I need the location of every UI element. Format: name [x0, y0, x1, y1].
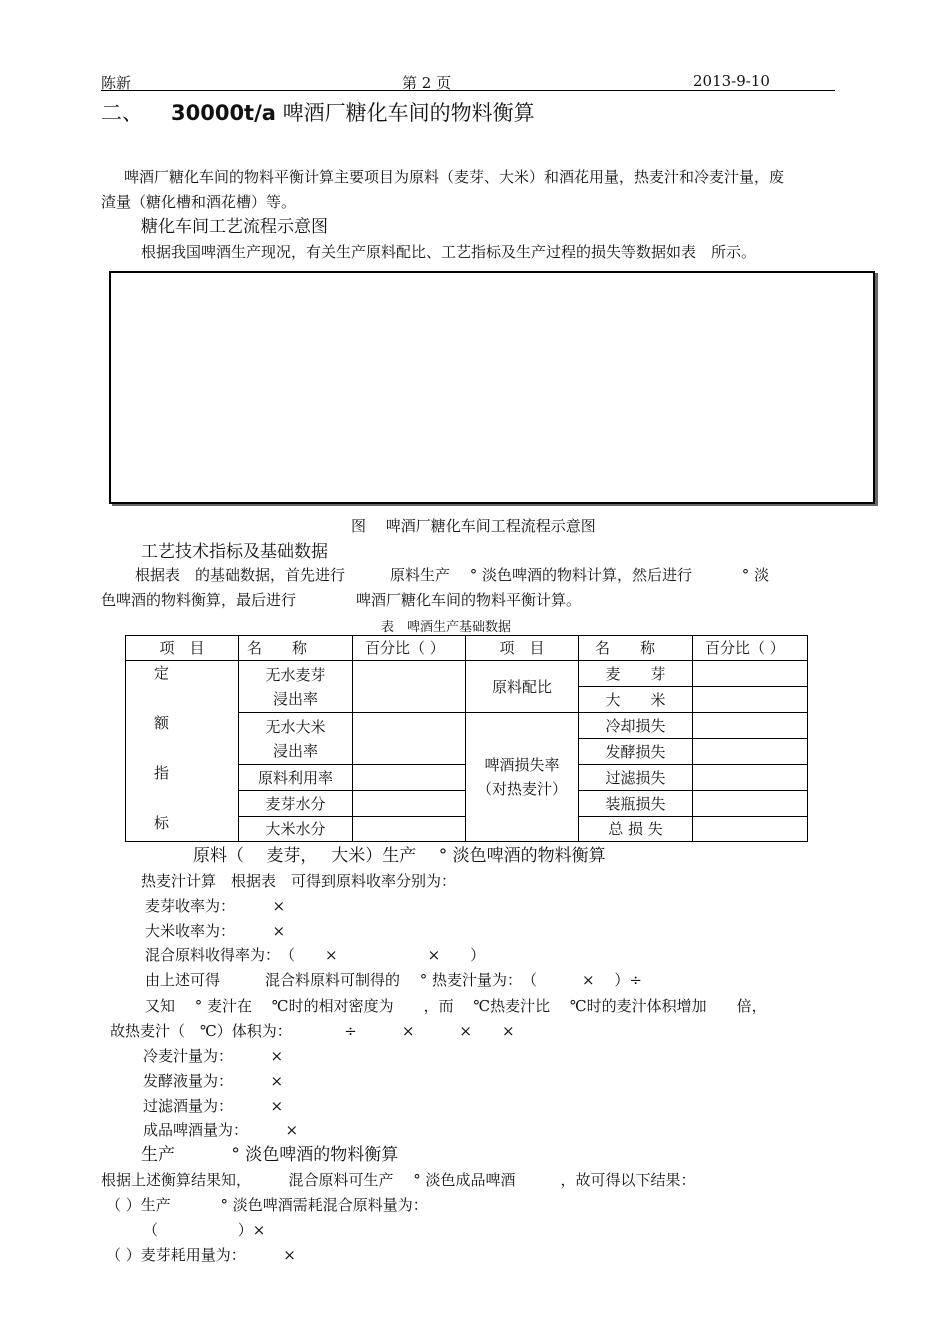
tech-text-line-1: 根据表 的基础数据，首先进行 原料生产 ° 淡色啤酒的物料计算，然后进行 ° 淡	[135, 566, 770, 584]
tech-text-line-2: 色啤酒的物料衡算，最后进行 啤酒厂糖化车间的物料平衡计算。	[101, 591, 582, 609]
quota-char: 指	[154, 764, 170, 782]
rice-moisture: 大米水分	[239, 817, 353, 842]
calc-ferment: 发酵液量为： ×	[143, 1072, 284, 1090]
flow-heading: 糖化车间工艺流程示意图	[141, 217, 328, 237]
calc-filter: 过滤酒量为： ×	[143, 1097, 284, 1115]
table-name: 浸出率	[272, 689, 318, 708]
table-value-empty	[353, 817, 466, 842]
calc-rice-yield: 大米收率为： ×	[145, 922, 286, 940]
tech-heading: 工艺技术指标及基础数据	[141, 542, 328, 562]
prod-line-4: （ ）麦芽耗用量为： ×	[106, 1246, 296, 1264]
table-header-item: 项 目	[126, 636, 239, 661]
table-value-empty	[353, 661, 466, 713]
table-value-empty	[353, 791, 466, 817]
table-header-item: 项 目	[466, 636, 579, 661]
prod-line-2: （ ）生产 ° 淡色啤酒需耗混合原料量为：	[106, 1196, 428, 1214]
section-title-text: 啤酒厂糖化车间的物料衡算	[282, 101, 535, 125]
loss-total: 总 损 失	[579, 817, 693, 842]
prod-line-1: 根据上述衡算结果知， 混合原料可生产 ° 淡色成品啤酒 ，故可得以下结果：	[101, 1171, 696, 1189]
section-title-capacity: 30000t/a	[171, 101, 276, 125]
section-title-prefix: 二、	[101, 101, 143, 125]
calc-intro: 热麦汁计算 根据表 可得到原料收率分别为：	[141, 872, 457, 890]
loss-fermentation: 发酵损失	[579, 739, 693, 765]
table-value-empty	[693, 687, 808, 713]
calc-malt-yield: 麦芽收率为： ×	[145, 897, 286, 915]
calc-product: 成品啤酒量为： ×	[143, 1121, 299, 1139]
calc-mixed-yield: 混合原料收得率为： （ × × ）	[145, 946, 486, 964]
table-value-empty	[353, 713, 466, 765]
flow-note: 根据我国啤酒生产现况，有关生产原料配比、工艺指标及生产过程的损失等数据如表 所示。	[141, 243, 757, 261]
table-header-name: 名 称	[239, 636, 353, 661]
ratio-label: 原料配比	[466, 661, 579, 713]
loss-label: 啤酒损失率	[484, 756, 560, 774]
table-header-name: 名 称	[579, 636, 693, 661]
prod-heading: 生产 ° 淡色啤酒的物料衡算	[141, 1145, 399, 1165]
flow-diagram-frame	[109, 271, 875, 504]
figure-caption: 图 啤酒厂糖化车间工程流程示意图	[351, 517, 596, 535]
table-name: 浸出率	[272, 741, 318, 760]
prod-line-3: （ ）×	[143, 1221, 266, 1239]
malt-extract-rate-cell	[239, 661, 353, 713]
calc-cold-wort: 冷麦汁量为： ×	[143, 1047, 284, 1065]
quota-char: 额	[154, 714, 170, 732]
quota-indicator-group	[126, 661, 239, 842]
raw-material-utilization: 原料利用率	[239, 765, 353, 791]
calc-known: 又知 ° 麦汁在 ℃时的相对密度为 ，而 ℃热麦汁比 ℃时的麦汁体积增加 倍，	[145, 997, 767, 1015]
loss-bottling: 装瓶损失	[579, 791, 693, 817]
quota-char: 标	[154, 814, 170, 832]
header-rule	[101, 90, 835, 91]
beer-loss-rate-cell	[466, 713, 579, 842]
loss-label-sub: （对热麦汁）	[476, 780, 567, 798]
table-value-empty	[693, 817, 808, 842]
calc-hot-volume: 故热麦汁（ ℃）体积为： ÷ × × ×	[110, 1022, 515, 1040]
table-header-row	[126, 636, 808, 661]
table-value-empty	[693, 765, 808, 791]
table-header-percent: 百分比（ ）	[693, 636, 808, 661]
table-value-empty	[693, 661, 808, 687]
table-name: 无水麦芽	[265, 665, 326, 684]
rice-extract-rate-cell	[239, 713, 353, 765]
table-row	[126, 661, 808, 687]
calc-derive: 由上述可得 混合料原料可制得的 ° 热麦汁量为： （ × ）÷	[145, 971, 642, 989]
base-data-table	[125, 635, 808, 842]
table-value-empty	[693, 713, 808, 739]
table-caption: 表 啤酒生产基础数据	[381, 620, 512, 635]
header-author: 陈新	[101, 74, 132, 92]
quota-char: 定	[154, 664, 170, 682]
loss-cooling: 冷却损失	[579, 713, 693, 739]
loss-filtration: 过滤损失	[579, 765, 693, 791]
section-title	[101, 97, 535, 127]
table-value-empty	[693, 739, 808, 765]
header-date: 2013-9-10	[693, 72, 770, 90]
ratio-rice: 大 米	[579, 687, 693, 713]
table-name: 无水大米	[265, 717, 326, 736]
malt-moisture: 麦芽水分	[239, 791, 353, 817]
intro-line-2: 渣量（糖化槽和酒花槽）等。	[101, 193, 297, 211]
ratio-malt: 麦 芽	[579, 661, 693, 687]
header-page-number: 第 2 页	[402, 74, 452, 92]
balance-heading: 原料（ 麦芽， 大米）生产 ° 淡色啤酒的物料衡算	[193, 846, 606, 866]
table-value-empty	[693, 791, 808, 817]
intro-line-1: 啤酒厂糖化车间的物料平衡计算主要项目为原料（麦芽、大米）和酒花用量，热麦汁和冷麦汁量，废	[124, 168, 785, 186]
table-value-empty	[353, 765, 466, 791]
table-header-percent: 百分比（ ）	[353, 636, 466, 661]
